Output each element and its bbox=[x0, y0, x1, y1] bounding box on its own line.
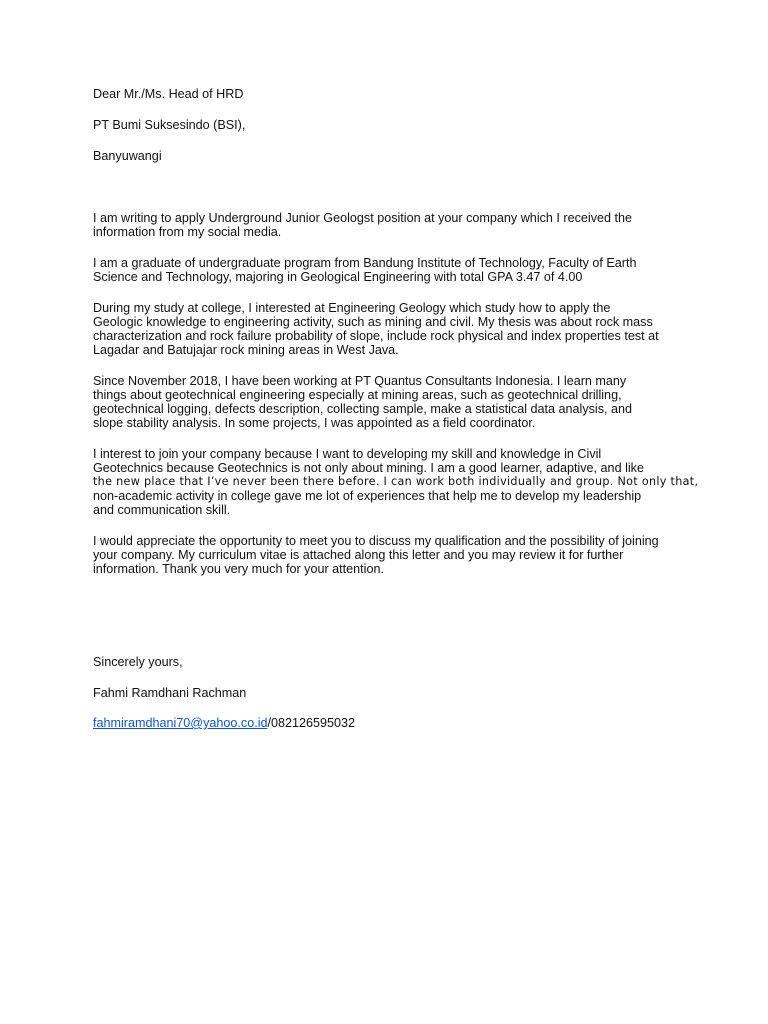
paragraph-closing bbox=[93, 534, 683, 576]
paragraph-line: geotechnical logging, defects description, collecting sample, make a statistical data analysis, and bbox=[93, 402, 633, 416]
paragraph-experience bbox=[93, 374, 683, 430]
recipient-location: Banyuwangi bbox=[93, 149, 162, 163]
paragraph-line: things about geotechnical engineering especially at mining areas, such as geotechnical drilling, bbox=[93, 388, 622, 402]
paragraph-line: your company. My curriculum vitae is attached along this letter and you may review it for further bbox=[93, 548, 624, 562]
paragraph-line: characterization and rock failure probability of slope, include rock physical and index properties test at bbox=[93, 329, 659, 343]
paragraph-education bbox=[93, 256, 683, 284]
phone-number: /082126595032 bbox=[267, 716, 356, 730]
recipient-company: PT Bumi Suksesindo (BSI), bbox=[93, 118, 246, 132]
paragraph-line: I would appreciate the opportunity to meet you to discuss my qualification and the possibility of joining bbox=[93, 534, 659, 548]
paragraph-line: information. Thank you very much for your attention. bbox=[93, 562, 384, 576]
paragraph-motivation bbox=[93, 447, 699, 517]
paragraph-line: I am a graduate of undergraduate program from Bandung Institute of Technology, Faculty of Earth bbox=[93, 256, 637, 270]
paragraph-line: slope stability analysis. In some projects, I was appointed as a field coordinator. bbox=[93, 416, 536, 430]
paragraph-line: Since November 2018, I have been working at PT Quantus Consultants Indonesia. I learn many bbox=[93, 374, 627, 388]
paragraph-study bbox=[93, 301, 683, 357]
sign-off: Sincerely yours, bbox=[93, 655, 183, 669]
paragraph-line: Geologic knowledge to engineering activity, such as mining and civil. My thesis was about rock mass bbox=[93, 315, 653, 329]
paragraph-line: I interest to join your company because I want to developing my skill and knowledge in Civil bbox=[93, 447, 602, 461]
paragraph-line: I am writing to apply Underground Junior Geologst position at your company which I received the bbox=[93, 211, 633, 225]
paragraph-line: the new place that I’ve never been there before. I can work both individually and group. Not only that, bbox=[93, 475, 699, 488]
paragraph-line: and communication skill. bbox=[93, 503, 231, 517]
paragraph-line: non-academic activity in college gave me lot of experiences that help me to develop my leadership bbox=[93, 489, 642, 503]
paragraph-line: During my study at college, I interested at Engineering Geology which study how to apply the bbox=[93, 301, 611, 315]
paragraph-line: Geotechnics because Geotechnics is not only about mining. I am a good learner, adaptive, and like bbox=[93, 461, 644, 475]
paragraph-line: information from my social media. bbox=[93, 225, 282, 239]
signer-name: Fahmi Ramdhani Rachman bbox=[93, 686, 247, 700]
email-link[interactable]: fahmiramdhani70@yahoo.co.id bbox=[93, 716, 268, 730]
paragraph-intro bbox=[93, 211, 683, 239]
paragraph-line: Lagadar and Batujajar rock mining areas in West Java. bbox=[93, 343, 399, 357]
salutation: Dear Mr./Ms. Head of HRD bbox=[93, 87, 244, 101]
contact-line bbox=[93, 716, 355, 730]
paragraph-line: Science and Technology, majoring in Geological Engineering with total GPA 3.47 of 4.00 bbox=[93, 270, 583, 284]
